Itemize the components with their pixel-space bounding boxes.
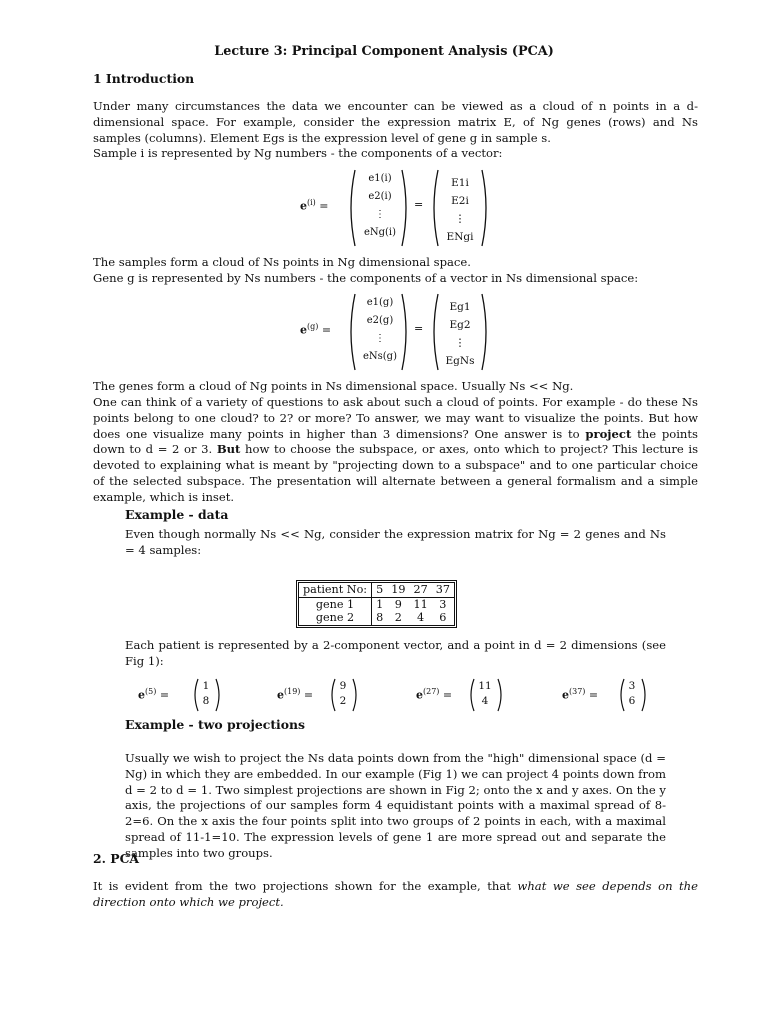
- sample-vector-right-entry: ENgi: [446, 231, 474, 243]
- table-row: [299, 611, 454, 625]
- intro-paragraph-4b: One can think of a variety of questions to ask about such a cloud of points. For example - do these Ns points belong to one cloud? to 2? or more? To answer, we may want to visualize the points. But how does one visualize many points in higher than 3 dimensions? One answer is to: [93, 395, 698, 441]
- left-paren-icon: [345, 168, 357, 248]
- intro-paragraph-3b: Gene g is represented by Ns numbers - the components of a vector in Ns dimensional space:: [93, 271, 639, 285]
- vector-entry: 1: [202, 680, 210, 692]
- table-cell: 8: [376, 611, 384, 624]
- vector-superscript: (5): [145, 687, 157, 696]
- vector-entry: 2: [339, 695, 347, 707]
- vector-symbol: e: [300, 323, 307, 337]
- sample-vector-left-entry: e2(i): [368, 191, 392, 202]
- sample-vector-left-entry: eNg(i): [363, 227, 397, 238]
- gene-vector-left-entry: e1(g): [366, 297, 394, 308]
- sample-vector-right-entry: E2i: [451, 195, 469, 207]
- example-projections-heading: Example - two projections: [125, 717, 306, 732]
- right-paren-icon: [400, 292, 412, 372]
- right-paren-icon: [480, 168, 492, 248]
- intro-paragraph-4d: how to choose the subspace, or axes, onto which to project? This lecture is devoted to explaining what is meant by "projecting down to a subspace" and to one particular choice of the selected subspace. The presentation will alternate between a general formalism and a simple example, which is inset.: [93, 442, 699, 504]
- vector-entry: 9: [339, 680, 347, 692]
- right-paren-icon: [480, 292, 492, 372]
- patient-vector: $e^{(5)}$ = 1 8: [138, 678, 258, 712]
- page-title: Lecture 3: Principal Component Analysis (PCA): [214, 44, 554, 59]
- right-paren-icon: [400, 168, 412, 248]
- vector-superscript: (27): [423, 687, 440, 696]
- vector-superscript: (19): [284, 687, 301, 696]
- right-paren-icon: [351, 678, 361, 712]
- gene-vector-left-entry: e2(g): [366, 315, 394, 326]
- example-data-heading: Example - data: [125, 507, 229, 522]
- table-header-row: [299, 583, 454, 597]
- example-projections-paragraph: Usually we wish to project the Ns data points down from the "high" dimensional space (d = Ng) in which they are embedded. In our example (Fig 1) we can project 4 points down from d = 2 to d = 1. Two simplest projections are shown in Fig 2; onto the x and y axes. On the y axis, the projections of our samples form 4 equidistant points with a maximal spread of 8-2=6. On the x axis the four points split into two groups of 2 points in each, with a maximal spread of 11-1=10. The expression levels of gene 1 are more spread out and separate the samples into two groups.: [125, 751, 666, 860]
- vector-superscript: (i): [307, 198, 316, 207]
- intro-paragraph-2: Sample i is represented by Ng numbers - the components of a vector:: [93, 146, 503, 160]
- left-paren-icon: [428, 292, 440, 372]
- gene-vector-left-entry: eNs(g): [362, 351, 397, 362]
- example-data-paragraph-1: Even though normally Ns << Ng, consider the expression matrix for Ng = 2 genes and Ns = 4 samples:: [125, 527, 666, 557]
- intro-paragraph-4c: the points down to d = 2 or 3.: [93, 426, 699, 457]
- sample-vector-left-entry: e1(i): [368, 173, 392, 184]
- vector-entry: 4: [481, 695, 489, 707]
- gene-vector-right-entry: Eg2: [449, 319, 471, 331]
- patient-vector: $e^{(19)}$ = 9 2: [277, 678, 397, 712]
- table-cell: gene 1: [299, 597, 372, 611]
- project-emphasis: project: [585, 426, 632, 441]
- gene-vector-equation: $e^{(g)}$ = e1(g) e2(g) ⋮ eNs(g) = Eg1 Eg2 ⋮ EgNs: [300, 292, 500, 372]
- example-data-paragraph-2: Each patient is represented by a 2-component vector, and a point in d = 2 dimensions (see Fig 1):: [125, 638, 666, 668]
- vector-entry: 3: [628, 680, 636, 692]
- table-cell: 4: [417, 611, 425, 624]
- pca-emphasis: what we see depends on the direction onto which we project.: [93, 879, 699, 909]
- intro-paragraph-4: [93, 395, 698, 506]
- vector-entry: 11: [478, 680, 492, 692]
- table-cell: 5: [376, 583, 384, 596]
- section-2-heading: 2. PCA: [93, 851, 140, 866]
- sample-vector-left-entry: ⋮: [375, 209, 385, 220]
- table-cell: 9: [394, 597, 402, 611]
- table-cell: 27: [413, 583, 428, 596]
- intro-paragraph-3a: The samples form a cloud of Ns points in Ng dimensional space.: [93, 255, 471, 269]
- left-paren-icon: [345, 292, 357, 372]
- table-cell: 11: [413, 597, 428, 611]
- vector-superscript: (g): [307, 322, 319, 331]
- table-cell: 3: [439, 597, 447, 611]
- gene-vector-right-entry: EgNs: [445, 355, 475, 367]
- gene-vector-right-entry: ⋮: [454, 337, 466, 349]
- expression-table: [296, 580, 457, 628]
- pca-paragraph-text: It is evident from the two projections shown for the example, that: [93, 879, 511, 893]
- right-paren-icon: [496, 678, 506, 712]
- intro-paragraph-4a: The genes form a cloud of Ng points in Ns dimensional space. Usually Ns << Ng.: [93, 379, 574, 393]
- intro-paragraph-1: Under many circumstances the data we encounter can be viewed as a cloud of n points in a d-dimensional space. For example, consider the expression matrix E, of Ng genes (rows) and Ns samples (columns). Element Egs is the expression level of gene g in sample s.: [93, 99, 698, 145]
- right-paren-icon: [214, 678, 224, 712]
- sample-vector-right-entry: ⋮: [454, 213, 466, 225]
- pca-paragraph: [93, 879, 698, 911]
- patient-vector: $e^{(37)}$ = 3 6: [562, 678, 682, 712]
- vector-superscript: (37): [569, 687, 586, 696]
- gene-vector-right-entry: Eg1: [449, 301, 471, 313]
- table-cell: gene 2: [299, 611, 372, 625]
- table-cell: patient No:: [299, 583, 372, 597]
- table-cell: 37: [435, 583, 450, 596]
- sample-vector-equation: $e^{(i)}$ = e1(i) e2(i) ⋮ eNg(i) = E1i E2i ⋮ ENgi: [300, 168, 500, 248]
- patient-vector: $e^{(27)}$ = 11 4: [416, 678, 536, 712]
- table-cell: 6: [439, 611, 447, 624]
- right-paren-icon: [640, 678, 650, 712]
- table-cell: 19: [391, 583, 406, 596]
- gene-vector-left-entry: ⋮: [375, 333, 385, 344]
- vector-entry: 8: [202, 695, 210, 707]
- left-paren-icon: [428, 168, 440, 248]
- table-cell: 1: [376, 597, 384, 611]
- section-1-heading: 1 Introduction: [93, 71, 195, 86]
- sample-vector-right-entry: E1i: [451, 177, 469, 189]
- vector-symbol: e: [300, 199, 307, 213]
- table-cell: 2: [394, 611, 402, 624]
- table-row: [299, 597, 454, 611]
- vector-entry: 6: [628, 695, 636, 707]
- but-emphasis: But: [216, 442, 241, 457]
